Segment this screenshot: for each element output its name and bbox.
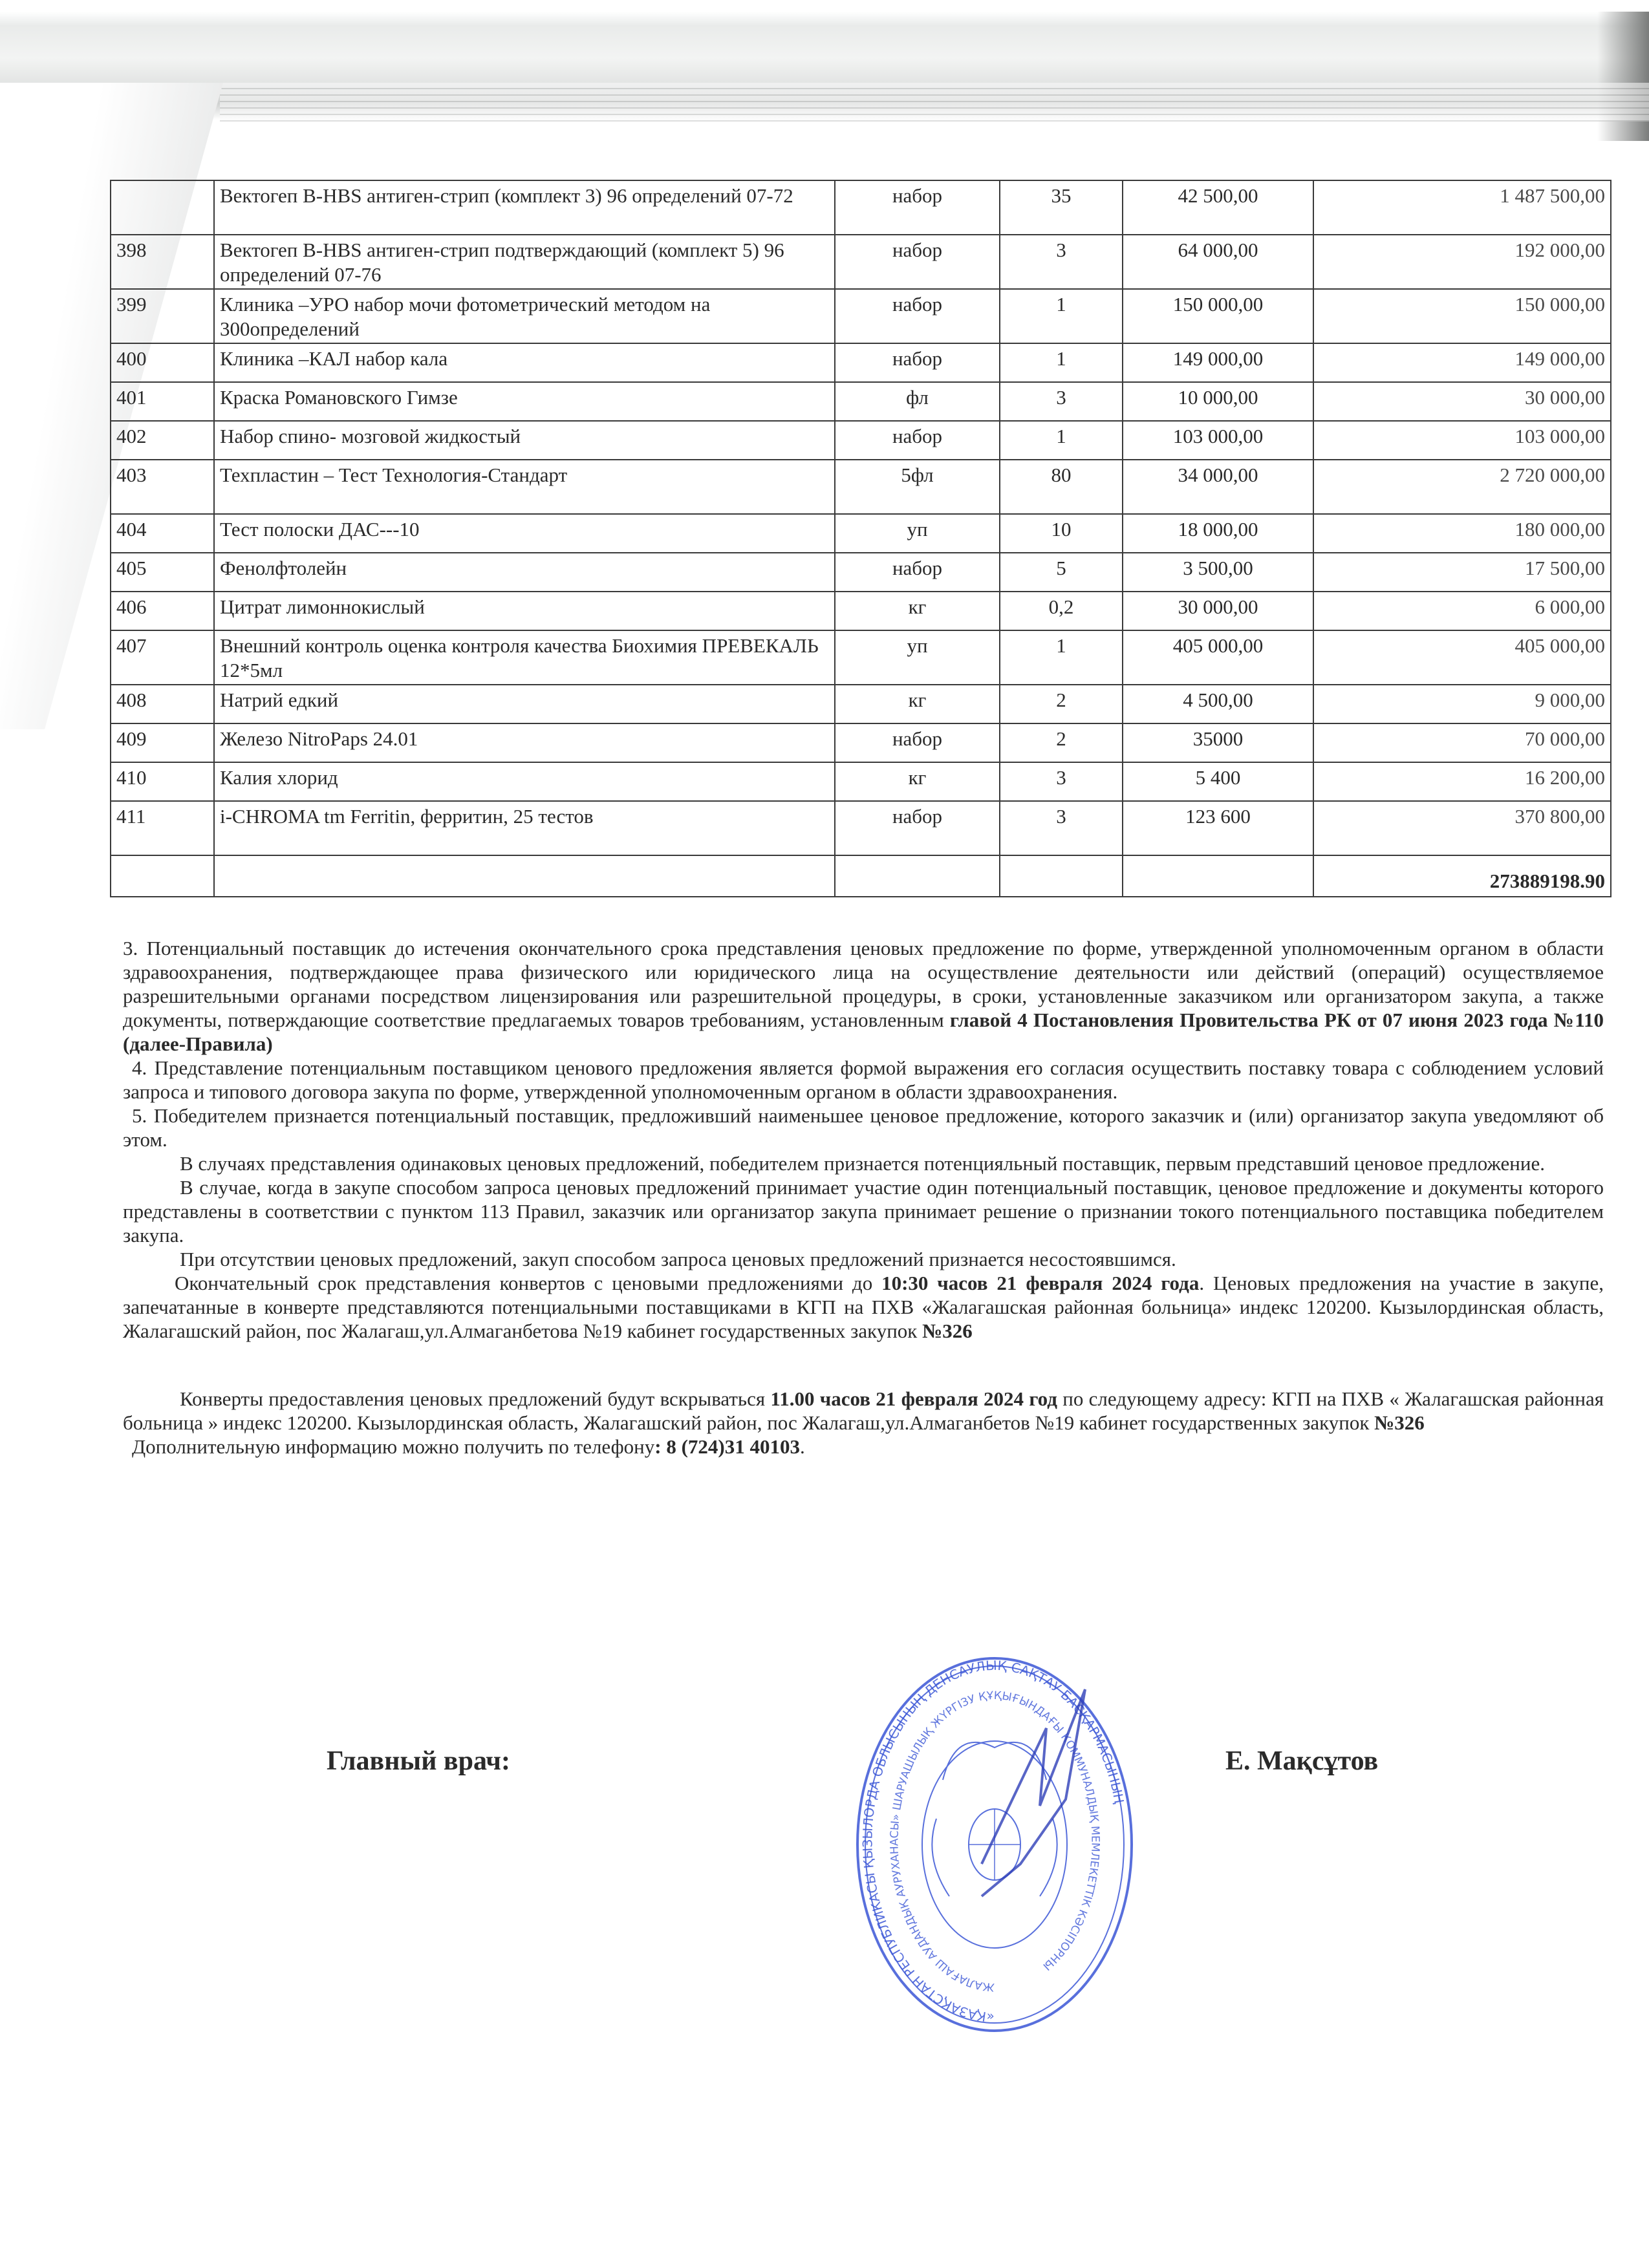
item-name: Клиника –УРО набор мочи фотометрический методом на 300определений <box>214 289 835 343</box>
item-name: Клиника –КАЛ набор кала <box>214 343 835 382</box>
item-price: 18 000,00 <box>1123 514 1313 553</box>
item-unit: 5фл <box>835 460 1000 514</box>
empty-cell <box>1000 855 1123 897</box>
item-name: Краска Романовского Гимзе <box>214 382 835 421</box>
item-price: 103 000,00 <box>1123 421 1313 460</box>
clause-no-offers: При отсутствии ценовых предложений, закуп способом запроса ценовых предложений признается несостоявшимся. <box>180 1248 1176 1270</box>
item-price: 149 000,00 <box>1123 343 1313 382</box>
item-name: Железо NitroPaps 24.01 <box>214 723 835 762</box>
item-price: 10 000,00 <box>1123 382 1313 421</box>
table-row <box>111 762 1611 801</box>
item-number: 399 <box>111 289 214 343</box>
item-name: Фенолфтолейн <box>214 553 835 592</box>
item-total: 30 000,00 <box>1313 382 1611 421</box>
item-quantity: 0,2 <box>1000 592 1123 630</box>
signatory-name: Е. Мақсұтов <box>1225 1746 1379 1776</box>
item-unit: набор <box>835 289 1000 343</box>
item-name: Вектогеп B-HBS антиген-стрип (комплект 3) 96 определений 07-72 <box>214 180 835 235</box>
item-number: 406 <box>111 592 214 630</box>
item-total: 180 000,00 <box>1313 514 1611 553</box>
item-price: 30 000,00 <box>1123 592 1313 630</box>
item-unit: набор <box>835 553 1000 592</box>
table-row <box>111 235 1611 289</box>
item-total: 9 000,00 <box>1313 685 1611 723</box>
item-total: 6 000,00 <box>1313 592 1611 630</box>
table-row <box>111 801 1611 855</box>
signature-block <box>0 1746 1649 1810</box>
item-unit: кг <box>835 592 1000 630</box>
item-unit: кг <box>835 762 1000 801</box>
signatory-title: Главный врач: <box>327 1746 510 1776</box>
item-number: 410 <box>111 762 214 801</box>
item-price: 3 500,00 <box>1123 553 1313 592</box>
clause-5: 5. Победителем признается потенциальный поставщик, предложивший наименьшее ценовое предложение, которого заказчик и (или) организатор закупа уведомляют об этом. <box>123 1104 1604 1151</box>
clause-single-supplier: В случае, когда в закупе способом запроса ценовых предложений принимает участие один потенциальный поставщик, ценовое предложение и документы которого представлены в соответствии с пунктом 113 Правил, заказчик или организатор закупа принимает решение о признании токого потенциального поставщика победителем закупа. <box>123 1176 1604 1246</box>
item-unit: фл <box>835 382 1000 421</box>
item-price: 64 000,00 <box>1123 235 1313 289</box>
item-unit: кг <box>835 685 1000 723</box>
deadline-paragraph: Окончательный срок представления конвертов с ценовыми предложениями до 10:30 часов 21 февраля 2024 года. Ценовых предложения на участие в закупе, запечатанные в конверте представляются потенциальными поставщиками в КГП на ПХВ «Жалагашская районная больница» индекс 120200. Кызылординская область, Жалагашский район, пос Жалагаш,ул.Алмаганбетова №19 кабинет государственных закупок №326 <box>123 1272 1604 1342</box>
item-name: Натрий едкий <box>214 685 835 723</box>
item-name: Техпластин – Тест Технология-Стандарт <box>214 460 835 514</box>
table-row <box>111 460 1611 514</box>
item-quantity: 35 <box>1000 180 1123 235</box>
item-quantity: 1 <box>1000 421 1123 460</box>
room-number: №326 <box>922 1320 973 1342</box>
item-unit: набор <box>835 343 1000 382</box>
table-row <box>111 289 1611 343</box>
table-row <box>111 382 1611 421</box>
item-price: 34 000,00 <box>1123 460 1313 514</box>
item-number: 403 <box>111 460 214 514</box>
contact-paragraph: Дополнительную информацию можно получить по телефону: 8 (724)31 40103. <box>132 1435 805 1458</box>
table-total-row <box>111 855 1611 897</box>
item-quantity: 1 <box>1000 343 1123 382</box>
item-quantity: 1 <box>1000 630 1123 685</box>
item-unit: уп <box>835 630 1000 685</box>
table-row <box>111 553 1611 592</box>
item-quantity: 2 <box>1000 685 1123 723</box>
item-price: 5 400 <box>1123 762 1313 801</box>
item-total: 150 000,00 <box>1313 289 1611 343</box>
item-total: 17 500,00 <box>1313 553 1611 592</box>
item-quantity: 5 <box>1000 553 1123 592</box>
item-total: 2 720 000,00 <box>1313 460 1611 514</box>
table-row <box>111 723 1611 762</box>
clause-4: 4. Представление потенциальным поставщиком ценового предложения является формой выражения его согласия осуществить поставку товара с соблюдением условий запроса и типового договора закупа по форме, утвержденной уполномоченным органом в области здравоохранения. <box>123 1056 1604 1103</box>
conditions-text <box>123 936 1604 1459</box>
item-quantity: 80 <box>1000 460 1123 514</box>
item-quantity: 3 <box>1000 235 1123 289</box>
item-number: 407 <box>111 630 214 685</box>
item-number: 398 <box>111 235 214 289</box>
item-price: 123 600 <box>1123 801 1313 855</box>
phone-number: : 8 (724)31 40103 <box>654 1435 800 1458</box>
item-total: 1 487 500,00 <box>1313 180 1611 235</box>
item-quantity: 3 <box>1000 762 1123 801</box>
item-price: 4 500,00 <box>1123 685 1313 723</box>
item-number: 402 <box>111 421 214 460</box>
item-price: 35000 <box>1123 723 1313 762</box>
table-row <box>111 514 1611 553</box>
table-row <box>111 343 1611 382</box>
item-unit: набор <box>835 723 1000 762</box>
item-quantity: 1 <box>1000 289 1123 343</box>
table-row <box>111 630 1611 685</box>
item-total: 16 200,00 <box>1313 762 1611 801</box>
svg-text:ЖАЛАҒАШ АУДАНДЫҚ АУРУХАНАСЫ» Ш: ЖАЛАҒАШ АУДАНДЫҚ АУРУХАНАСЫ» ШАРУАШЫЛЫҚ ЖҮРГІЗУ ҚҰҚЫҒЫНДАҒЫ КОММУНАЛДЫҚ МЕМЛЕКЕТТІК КӘСІПОРНЫ <box>888 1689 1102 1994</box>
scan-shadow-right <box>1597 12 1649 141</box>
opening-datetime: 11.00 часов 21 февраля 2024 год <box>770 1387 1057 1410</box>
item-total: 149 000,00 <box>1313 343 1611 382</box>
empty-cell <box>1123 855 1313 897</box>
item-unit: набор <box>835 180 1000 235</box>
empty-cell <box>835 855 1000 897</box>
item-number: 405 <box>111 553 214 592</box>
room-number: №326 <box>1374 1411 1425 1434</box>
items-table <box>110 180 1611 897</box>
clause-3: 3. Потенциальный поставщик до истечения окончательного срока представления ценовых предложение по форме, утвержденной уполномоченным органом в области здравоохранения, подтверждающее права физического или юридического лица на осуществление деятельности или действий (операций) осуществляемое разрешительными органами посредством лицензирования или разрешительной процедуры, в сроки, установленные заказчиком или организатором закупа, а также документы, потверждающие соответствие предлагаемых товаров требованиям, установленным главой 4 Постановления Провительства РК от 07 июня 2023 года №110 (далее-Правила) <box>123 937 1604 1055</box>
svg-text:«ҚАЗАҚСТАН РЕСПУБЛИКАСЫ ҚЫЗЫЛО: «ҚАЗАҚСТАН РЕСПУБЛИКАСЫ ҚЫЗЫЛОРДА ОБЛЫСЫНЫҢ ДЕНСАУЛЫҚ САҚТАУ БАСҚАРМАСЫНЫҢ <box>859 1657 1127 2026</box>
table-row <box>111 180 1611 235</box>
official-stamp-icon <box>852 1651 1137 2038</box>
table-row <box>111 421 1611 460</box>
item-unit: уп <box>835 514 1000 553</box>
item-name: Цитрат лимоннокислый <box>214 592 835 630</box>
item-number: 408 <box>111 685 214 723</box>
item-number: 400 <box>111 343 214 382</box>
table-row <box>111 592 1611 630</box>
item-total: 103 000,00 <box>1313 421 1611 460</box>
empty-cell <box>214 855 835 897</box>
item-price: 42 500,00 <box>1123 180 1313 235</box>
item-total: 192 000,00 <box>1313 235 1611 289</box>
item-name: Набор спино- мозговой жидкостый <box>214 421 835 460</box>
opening-paragraph: Конверты предоставления ценовых предложений будут вскрываться 11.00 часов 21 февраля 2024 год по следующему адресу: КГП на ПХВ « Жалагашская районная больница » индекс 120200. Кызылординская область, Жалагашский район, пос Жалагаш,ул.Алмаганбетов №19 кабинет государственных закупок №326 <box>123 1387 1604 1434</box>
item-number <box>111 180 214 235</box>
item-price: 405 000,00 <box>1123 630 1313 685</box>
item-unit: набор <box>835 235 1000 289</box>
item-unit: набор <box>835 421 1000 460</box>
item-name: i-CHROMA tm Ferritin, ферритин, 25 тестов <box>214 801 835 855</box>
deadline-datetime: 10:30 часов 21 февраля 2024 года <box>881 1272 1200 1294</box>
item-quantity: 3 <box>1000 801 1123 855</box>
item-unit: набор <box>835 801 1000 855</box>
grand-total: 273889198.90 <box>1313 855 1611 897</box>
item-quantity: 2 <box>1000 723 1123 762</box>
item-number: 404 <box>111 514 214 553</box>
page-stack-edge <box>220 83 1649 122</box>
item-quantity: 3 <box>1000 382 1123 421</box>
clause-equal-offers: В случаях представления одинаковых ценовых предложений, победителем признается потенцияльный поставщик, первым представший ценовое предложение. <box>180 1152 1545 1175</box>
item-total: 405 000,00 <box>1313 630 1611 685</box>
item-number: 409 <box>111 723 214 762</box>
item-number: 401 <box>111 382 214 421</box>
item-name: Внешний контроль оценка контроля качества Биохимия ПРЕВЕКАЛЬ 12*5мл <box>214 630 835 685</box>
item-price: 150 000,00 <box>1123 289 1313 343</box>
item-name: Калия хлорид <box>214 762 835 801</box>
item-name: Тест полоски ДАС---10 <box>214 514 835 553</box>
table-row <box>111 685 1611 723</box>
item-number: 411 <box>111 801 214 855</box>
item-total: 370 800,00 <box>1313 801 1611 855</box>
item-total: 70 000,00 <box>1313 723 1611 762</box>
empty-cell <box>111 855 214 897</box>
item-quantity: 10 <box>1000 514 1123 553</box>
item-name: Вектогеп B-HBS антиген-стрип подтверждающий (комплект 5) 96 определений 07-76 <box>214 235 835 289</box>
